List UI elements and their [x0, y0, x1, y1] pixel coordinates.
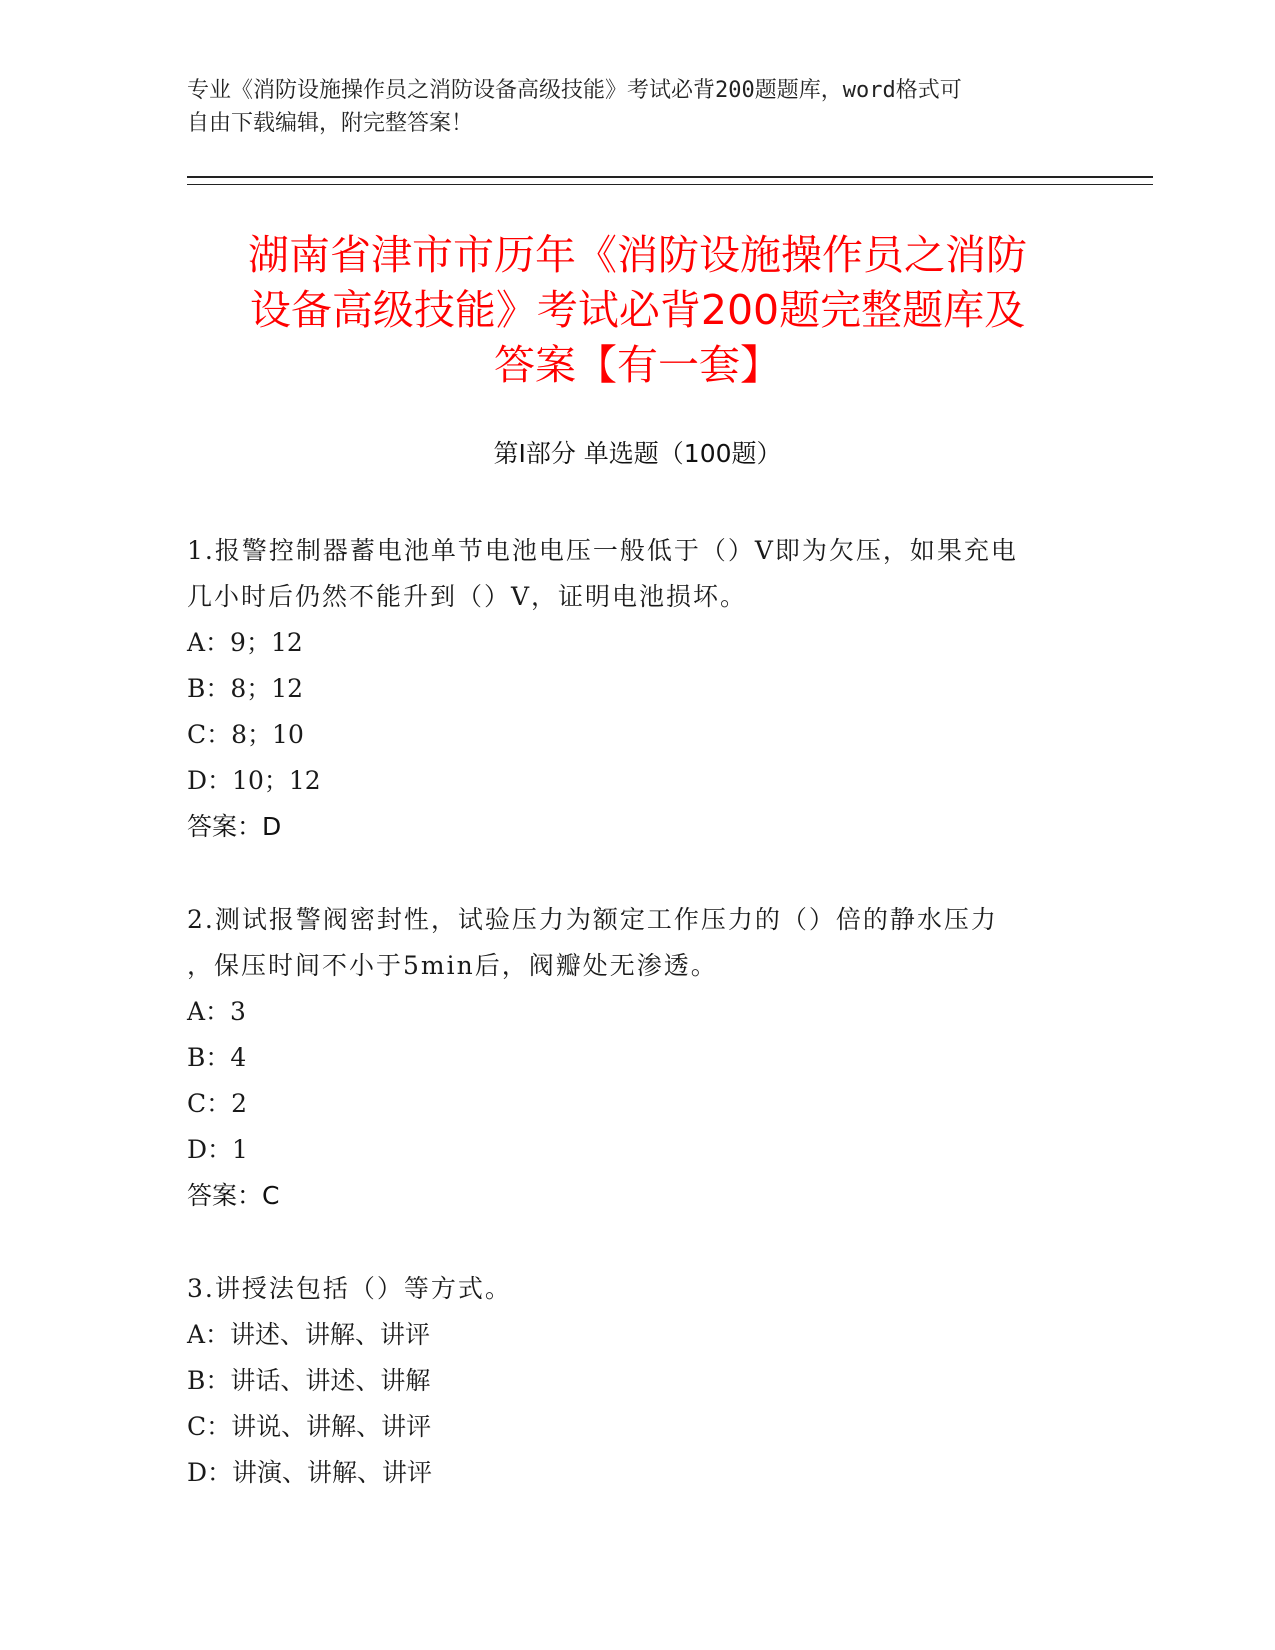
option-a: A：3: [187, 997, 246, 1026]
option-c: C：讲说、讲解、讲评: [187, 1412, 432, 1441]
question-stem-line-1: 3.讲授法包括（）等方式。: [187, 1274, 512, 1303]
option-d: D：1: [187, 1135, 248, 1164]
answer: 答案：D: [187, 812, 282, 841]
header-line-2: 自由下载编辑，附完整答案！: [187, 111, 474, 136]
option-b: B：4: [187, 1043, 247, 1072]
section-heading: 第Ⅰ部分 单选题（100题）: [493, 439, 782, 468]
option-c: C：8；10: [187, 720, 304, 749]
question-stem-line-1: 2.测试报警阀密封性，试验压力为额定工作压力的（）倍的静水压力: [187, 905, 998, 934]
option-a: A：讲述、讲解、讲评: [187, 1320, 431, 1349]
option-b: B：讲话、讲述、讲解: [187, 1366, 431, 1395]
header-text: [187, 74, 1067, 140]
question-list: [187, 528, 1087, 1543]
document-title: [187, 228, 1088, 393]
title-line-2: 设备高级技能》考试必背200题完整题库及: [249, 286, 1026, 334]
answer: 答案：C: [187, 1181, 280, 1210]
question-1: [187, 528, 1087, 850]
option-b: B：8；12: [187, 674, 304, 703]
question-stem-line-2: 几小时后仍然不能升到（）V，证明电池损坏。: [187, 582, 748, 611]
title-line-1: 湖南省津市市历年《消防设施操作员之消防: [248, 231, 1027, 279]
option-d: D：讲演、讲解、讲评: [187, 1458, 433, 1487]
header-divider-thin: [187, 184, 1153, 185]
option-d: D：10；12: [187, 766, 321, 795]
title-line-3: 答案【有一套】: [494, 341, 781, 389]
question-2: [187, 897, 1087, 1219]
header-line-1: 专业《消防设施操作员之消防设备高级技能》考试必背200题题库，word格式可: [187, 78, 962, 103]
option-c: C：2: [187, 1089, 248, 1118]
question-3: [187, 1266, 1087, 1496]
question-stem-line-1: 1.报警控制器蓄电池单节电池电压一般低于（）V即为欠压，如果充电: [187, 536, 1018, 565]
header-divider-thick: [187, 176, 1153, 178]
option-a: A：9；12: [187, 628, 303, 657]
question-stem-line-2: ，保压时间不小于5min后，阀瓣处无渗透。: [187, 951, 718, 980]
